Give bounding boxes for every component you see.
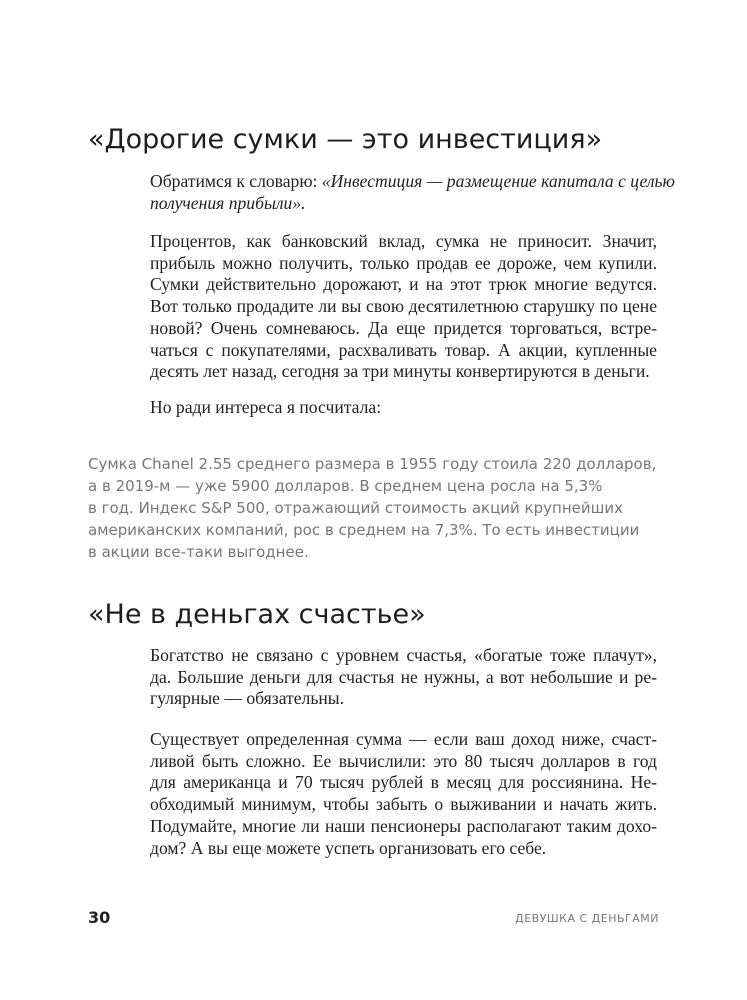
text-line: десять лет назад, сегодня за три минуты конвертируются в деньги. xyxy=(150,361,650,382)
text-line: гулярные — обязательны. xyxy=(150,688,344,709)
text-line: ливой быть сложно. Ее вычислили: это 80 тысяч долларов в год xyxy=(150,750,657,771)
aside-note xyxy=(88,453,658,563)
text-line: в акции все-таки выгоднее. xyxy=(88,543,309,561)
text-line: Богатство не связано с уровнем счастья, «богатые тоже плачут», xyxy=(150,645,657,665)
text-line: Существует определенная сумма — если ваш доход ниже, счаст- xyxy=(150,729,657,749)
text-line: для американца и 70 тысяч рублей в месяц для россиянина. Не- xyxy=(150,772,657,793)
paragraph xyxy=(150,729,657,859)
paragraph xyxy=(150,171,675,214)
text-line: Сумка Chanel 2.55 среднего размера в 1955 году стоила 220 долларов, xyxy=(88,455,657,473)
text-line: новой? Очень сомневаюсь. Да еще придется торговаться, встре- xyxy=(150,317,657,338)
text-line: дом? А вы еще можете успеть организовать его себе. xyxy=(150,837,547,858)
page-number: 30 xyxy=(88,908,111,927)
paragraph xyxy=(150,645,657,710)
section-heading: «Не в деньгах счастье» xyxy=(88,599,426,630)
text-line: американских компаний, рос в среднем на 7,3%. То есть инвестиции xyxy=(88,521,640,539)
text-line: да. Большие деньги для счастья не нужны, а вот небольшие и ре- xyxy=(150,666,657,687)
text-line: Процентов, как банковский вклад, сумка не приносит. Значит, xyxy=(150,231,657,251)
text-line: Но ради интереса я посчитала: xyxy=(150,397,382,417)
text-line: в год. Индекс S&P 500, отражающий стоимость акций крупнейших xyxy=(88,499,623,517)
text-line: получения прибыли». xyxy=(150,192,306,213)
section-heading: «Дорогие сумки — это инвестиция» xyxy=(88,124,603,155)
text-line: прибыль можно получить, только продав ее дороже, чем купили. xyxy=(150,252,657,273)
text-line: а в 2019-м — уже 5900 долларов. В среднем цена росла на 5,3% xyxy=(88,477,603,495)
text-line: Подумайте, многие ли наши пенсионеры располагают таким дохо- xyxy=(150,815,657,836)
text-line: обходимый минимум, чтобы забыть о выживании и начать жить. xyxy=(150,794,657,815)
running-head: ДЕВУШКА С ДЕНЬГАМИ xyxy=(515,912,659,925)
text-line: Обратимся к словарю: «Инвестиция — размещение капитала с целью xyxy=(150,171,675,191)
text-line: Сумки действительно дорожают, и на этот трюк многие ведутся. xyxy=(150,274,657,295)
paragraph xyxy=(150,231,657,383)
text-line: чаться с покупателями, расхваливать товар. А акции, купленные xyxy=(150,339,657,360)
quote-text: «Инвестиция — размещение капитала с целью xyxy=(321,171,675,191)
paragraph xyxy=(150,397,657,419)
text-line: Вот только продадите ли вы свою десятилетнюю старушку по цене xyxy=(150,296,657,317)
